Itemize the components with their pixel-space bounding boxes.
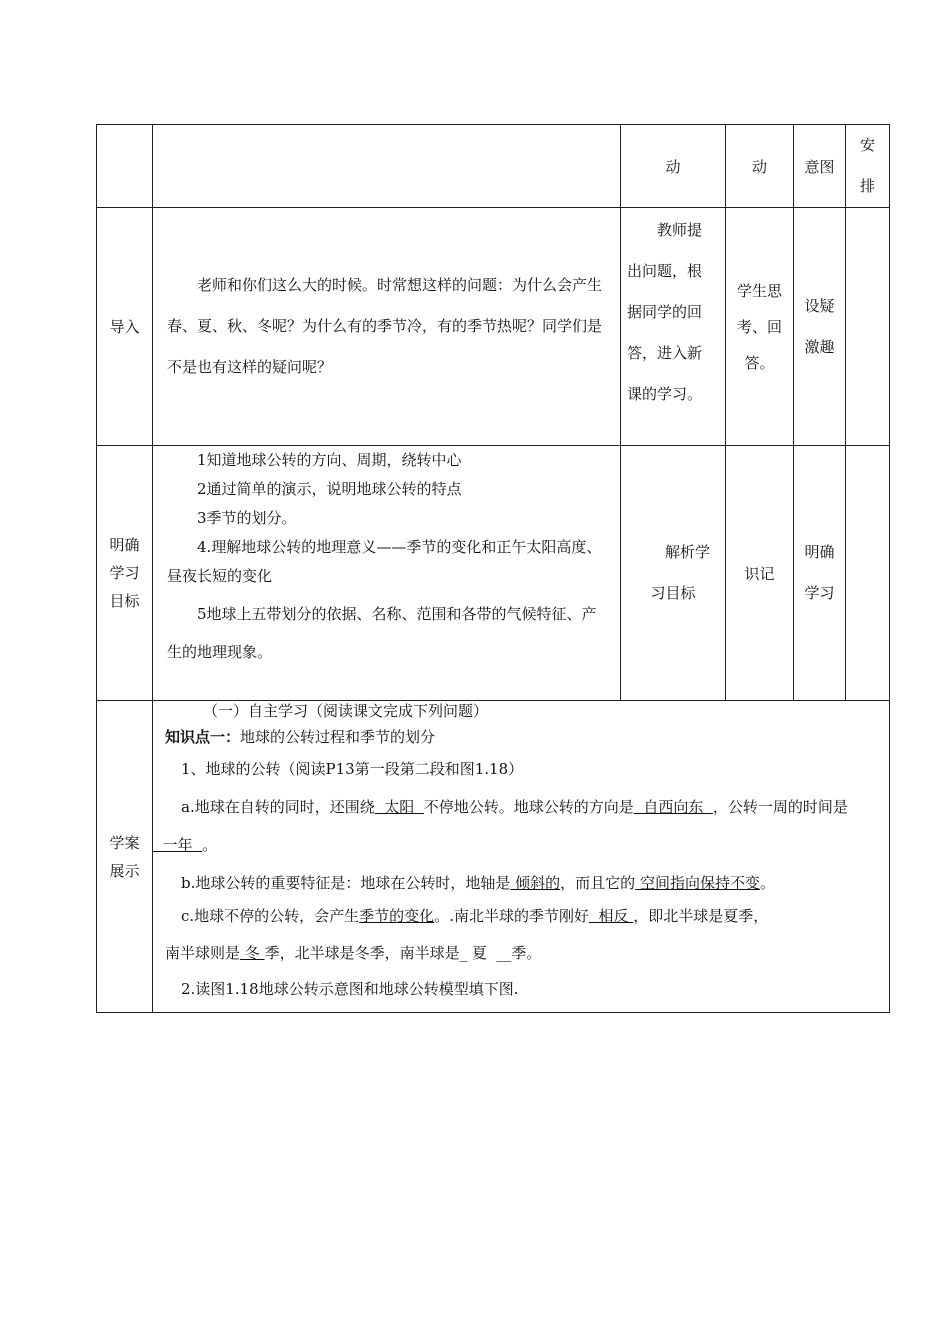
case-heading: （一）自主学习（阅读课文完成下列问题） [203, 702, 489, 720]
goals-teacher-activity: 解析学 习目标 [621, 446, 726, 701]
goals-arrangement [846, 446, 890, 701]
intro-intent: 设疑 激趣 [794, 208, 846, 446]
goals-content: 1知道地球公转的方向、周期，绕转中心 2通过简单的演示，说明地球公转的特点 3季节的划分。 4.理解地球公转的地理意义——季节的变化和正午太阳高度、昼夜长短的变化 5地球上五带划分的依据、名称、范围和各带的气候特征、产生的地理现象。 [153, 446, 621, 701]
answer-b: b.地球公转的重要特征是：地球在公转时，地轴是 倾斜的，而且它的 空间指向保持不变。 [181, 874, 775, 892]
header-student-activity: 动 [726, 125, 794, 208]
intro-row [97, 208, 890, 446]
answer-d: 南半球则是 冬 季，北半球是冬季，南半球是_ 夏 __季。 [165, 944, 542, 962]
intro-teacher-activity: 教师提 出问题，根 据同学的回 答，进入新 课的学习。 [621, 208, 726, 446]
lesson-plan-table [96, 124, 890, 1013]
case-content [153, 701, 890, 1013]
case-label: 学案 展示 [97, 701, 153, 1013]
answer-c: c.地球不停的公转，会产生季节的变化。.南北半球的季节刚好 相反 ，即北半球是夏季， [181, 907, 769, 925]
header-teacher-activity: 动 [621, 125, 726, 208]
goals-student-activity: 识记 [726, 446, 794, 701]
goals-label: 明确 学习 目标 [97, 446, 153, 701]
header-intent: 意图 [794, 125, 846, 208]
case-row [97, 701, 890, 1013]
question-2: 2.读图1.18地球公转示意图和地球公转模型填下图. [181, 980, 519, 998]
goals-intent: 明确 学习 [794, 446, 846, 701]
header-arrangement: 安 排 [846, 125, 890, 208]
knowledge-point-title: 知识点一：地球的公转过程和季节的划分 [165, 728, 436, 746]
intro-content: 老师和你们这么大的时候。时常想这样的问题：为什么会产生春、夏、秋、冬呢？为什么有的季节冷，有的季节热呢？同学们是不是也有这样的疑问呢？ [153, 208, 621, 446]
intro-student-activity: 学生思 考、回 答。 [726, 208, 794, 446]
intro-arrangement [846, 208, 890, 446]
intro-label: 导入 [97, 208, 153, 446]
question-1: 1、地球的公转（阅读P13第一段第二段和图1.18） [181, 760, 524, 778]
header-cell-stage [97, 125, 153, 208]
answer-a: a.地球在自转的同时，还围绕 太阳 不停地公转。地球公转的方向是 自西向东 ，公转一周的时间是 一年 。 [153, 798, 848, 854]
header-cell-content [153, 125, 621, 208]
header-row [97, 125, 890, 208]
goals-row [97, 446, 890, 701]
